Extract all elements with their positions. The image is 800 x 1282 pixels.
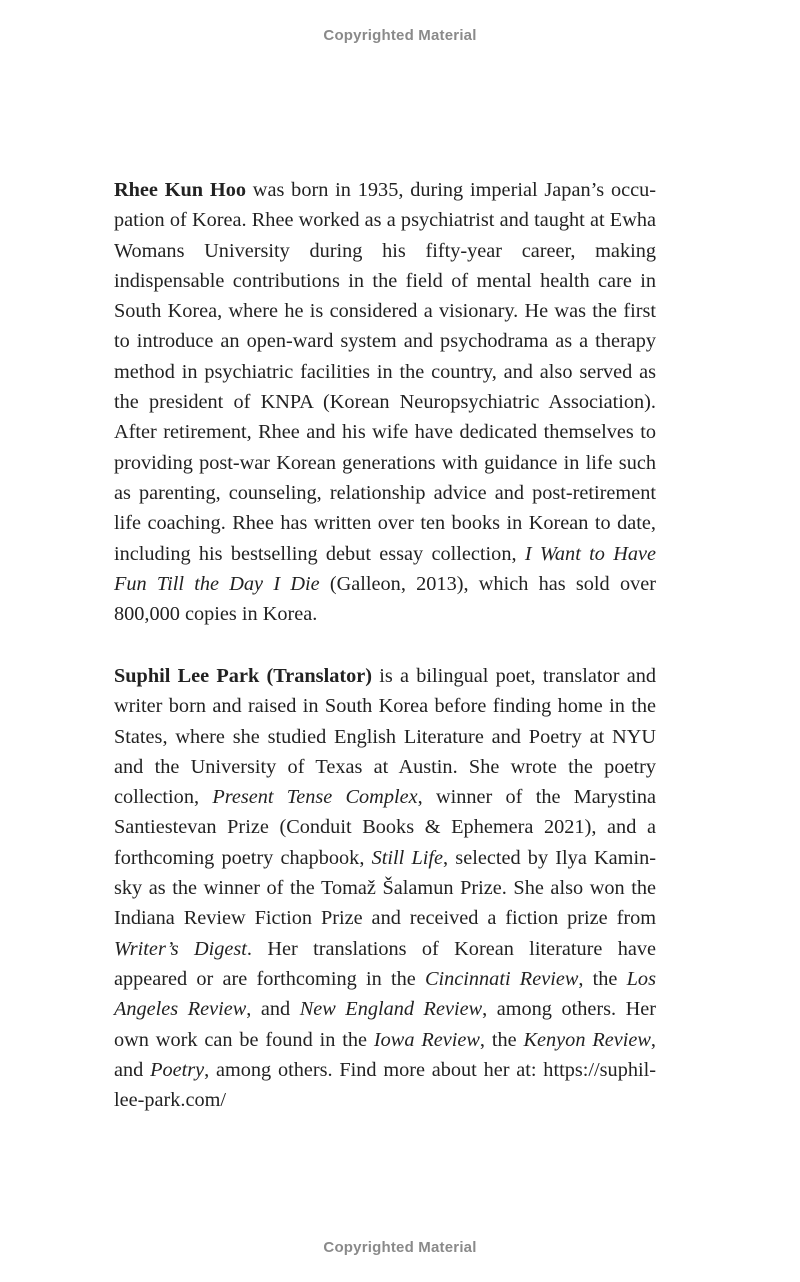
translator-bio-paragraph (114, 661, 656, 1115)
author-bio-text: (Galleon, 2013), which has sold over 800,000 copies in Korea. (114, 572, 656, 626)
publication-title: Los Angeles Review (114, 967, 656, 1021)
translator-bio-text: . Her translations of Korean literature have appeared or are forthcoming in the (114, 937, 656, 990)
publication-title: Poetry (150, 1058, 205, 1081)
publication-title: Writer’s Digest (114, 937, 247, 960)
translator-bio-text: , among others. Her own work can be found in the (114, 998, 657, 1051)
translator-name: Suphil Lee Park (Translator) (114, 665, 372, 687)
publication-title: Iowa Review (373, 1028, 480, 1051)
translator-bio-text: , the (479, 1028, 524, 1051)
translator-bio-text: , winner of the Marystina Santiestevan Prize (Conduit Books & Ephemera 2021), and a forthcoming poetry chapbook, (114, 786, 656, 869)
publication-title: Kenyon Review (523, 1028, 651, 1051)
publication-title: New England Review (299, 998, 483, 1021)
translator-bio-text: , and (246, 998, 300, 1021)
book-title: I Want to Have Fun Till the Day I Die (114, 542, 656, 595)
translator-bio-text: , and (114, 1028, 656, 1081)
translator-bio-text: is a bilingual poet, translator and writer born and raised in South Korea before finding home in the States, where she studied English Literature and Poetry at NYU and the University of Texas at Austin. She wrote the poetry collection, (114, 665, 656, 809)
work-title: Present Tense Complex (212, 786, 418, 809)
author-bio-text: was born in 1935, during imperial Japan’s occupation of Korea. Rhee worked as a psychiatrist and taught at Ewha Womans University during his fifty-year career, making indispensable contributions in the field of mental health care in South Korea, where he is considered a visionary. He was the first to introduce an open-ward system and psychodrama as a therapy method in psychiatric facilities in the country, and also served as the president of KNPA (Korean Neuropsychiatric Association). After retirement, Rhee and his wife have dedicated themselves to providing post-war Korean generations with guidance in life such as parenting, counseling, relationship advice and post-retirement life coaching. Rhee has written over ten books in Korean to date, including his bestselling debut essay collection, (114, 179, 656, 565)
translator-bio-text: , selected by Ilya Kaminsky as the winner of the Tomaž Šalamun Prize. She also won the Indiana Review Fiction Prize and received a fiction prize from (114, 846, 656, 930)
author-bio-paragraph (114, 175, 656, 629)
translator-bio-text: , among others. Find more about her at: https://suphil-lee-park.com/ (114, 1058, 656, 1112)
copyright-watermark-top: Copyrighted Material (323, 27, 477, 44)
translator-bio-text: , the (578, 967, 627, 990)
copyright-watermark-bottom: Copyrighted Material (323, 1239, 477, 1256)
work-title: Still Life (371, 846, 444, 869)
publication-title: Cincinnati Review (424, 967, 579, 990)
author-name: Rhee Kun Hoo (114, 179, 246, 201)
